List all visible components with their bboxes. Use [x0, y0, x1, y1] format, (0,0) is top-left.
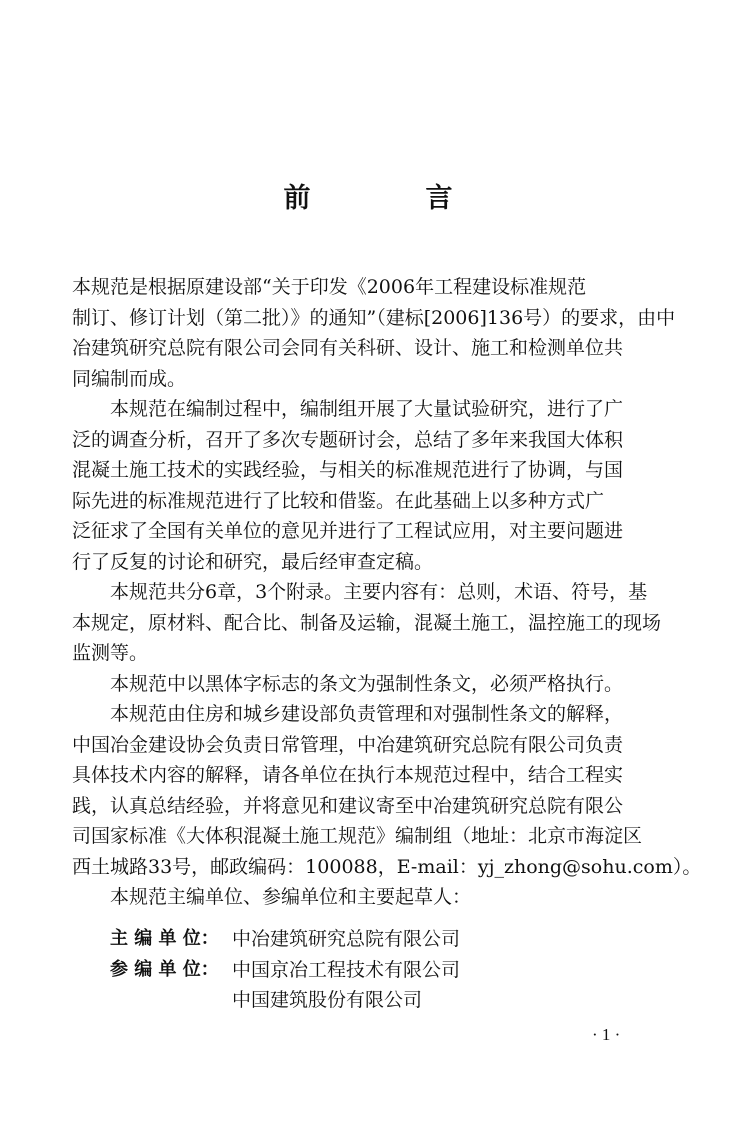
paragraph-6 — [72, 882, 658, 913]
text-line: 本规范主编单位、参编单位和主要起草人： — [110, 886, 472, 908]
text-line: 际先进的标准规范进行了比较和借鉴。在此基础上以多种方式广 — [72, 489, 605, 512]
text-line: 制订、修订计划（第二批）》的通知”（建标[2006]136号）的要求，由中 — [72, 306, 676, 329]
text-line: 本规范共分6章，3个附录。主要内容有：总则，术语、符号，基 — [110, 581, 648, 603]
paragraph-3 — [72, 577, 662, 669]
text-line: 本规范是根据原建设部“关于印发《2006年工程建设标准规范 — [72, 276, 587, 298]
participating-editor-value: 中国京冶工程技术有限公司 — [232, 958, 461, 981]
text-line: 本规范由住房和城乡建设部负责管理和对强制性条文的解释， — [110, 703, 624, 725]
text-line: 同编制而成。 — [72, 367, 187, 390]
text-line: 本规范在编制过程中，编制组开展了大量试验研究，进行了广 — [110, 398, 624, 420]
page-title: 前 言 — [283, 183, 497, 214]
text-line: 行了反复的讨论和研究，最后经审查定稿。 — [72, 550, 434, 573]
chief-editor-label: 主 编 单 位： — [110, 928, 219, 949]
paragraph-5 — [72, 699, 702, 882]
chief-editor-row — [110, 924, 460, 955]
participating-editor-value: 中国建筑股份有限公司 — [232, 989, 423, 1011]
participating-editor-label: 参 编 单 位： — [110, 958, 219, 980]
participating-editor-row — [110, 985, 460, 1016]
preface-body — [72, 272, 702, 913]
page-number: · 1 · — [592, 1025, 621, 1044]
text-line: 司国家标准《大体积混凝土施工规范》编制组（地址：北京市海淀区 — [72, 825, 643, 847]
paragraph-4 — [72, 669, 658, 700]
text-line: 具体技术内容的解释，请各单位在执行本规范过程中，结合工程实 — [72, 764, 624, 786]
text-line: 践，认真总结经验，并将意见和建议寄至中冶建筑研究总院有限公 — [72, 794, 624, 817]
text-line: 中国冶金建设协会负责日常管理，中冶建筑研究总院有限公司负责 — [72, 733, 624, 756]
participating-editor-row — [110, 955, 460, 986]
text-line: 泛的调查分析，召开了多次专题研讨会，总结了多年来我国大体积 — [72, 428, 624, 451]
chief-editor-value: 中冶建筑研究总院有限公司 — [232, 928, 461, 950]
text-line: 监测等。 — [72, 642, 149, 664]
text-line: 泛征求了全国有关单位的意见并进行了工程试应用，对主要问题进 — [72, 520, 624, 542]
paragraph-1 — [72, 272, 676, 394]
text-line: 本规范中以黑体字标志的条文为强制性条文，必须严格执行。 — [110, 672, 624, 695]
text-line: 冶建筑研究总院有限公司会同有关科研、设计、施工和检测单位共 — [72, 337, 624, 359]
paragraph-2 — [72, 394, 658, 577]
text-line: 混凝土施工技术的实践经验，与相关的标准规范进行了协调，与国 — [72, 459, 624, 481]
text-line: 本规定，原材料、配合比、制备及运输，混凝土施工，温控施工的现场 — [72, 611, 662, 634]
editor-list — [110, 924, 460, 1016]
text-line: 西土城路33号，邮政编码：100088，E-mail：yj_zhong@sohu.com）。 — [72, 855, 702, 878]
